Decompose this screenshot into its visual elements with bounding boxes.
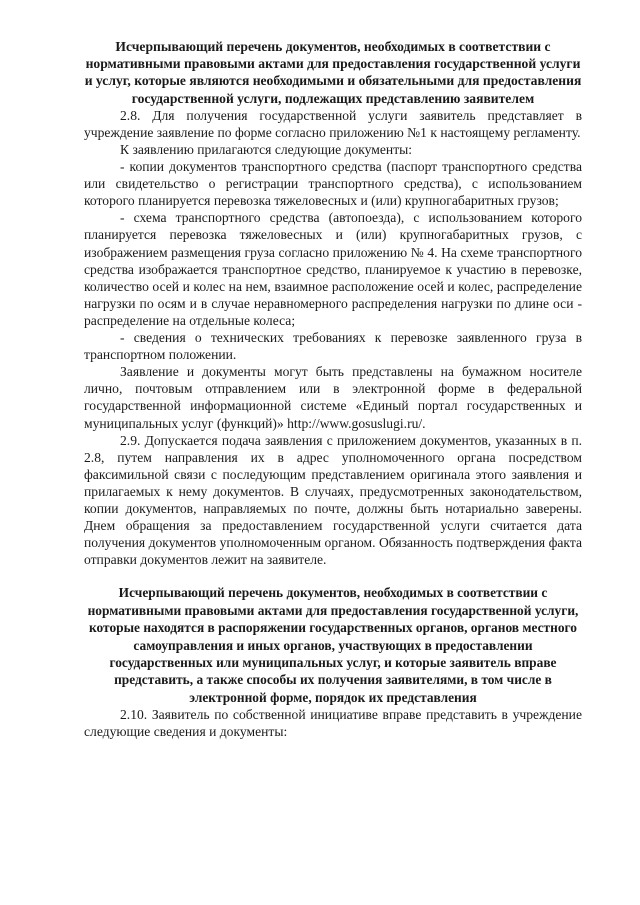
- paragraph-2-8: 2.8. Для получения государственной услуги заявитель представляет в учреждение заявление по форме согласно приложению №1 к настоящему регламенту.: [84, 107, 582, 140]
- list-item-vehicle-documents: - копии документов транспортного средства (паспорт транспортного средства или свидетельство о регистрации транспортного средства), с использованием которого планируется перевозка тяжеловесных и (или) крупногабаритных грузов;: [84, 159, 582, 209]
- paragraph-submission-methods: Заявление и документы могут быть представлены на бумажном носителе лично, почтовым отправлением или в электронной форме в федеральной государственной информационной системе «Единый портал государственных и муниципальных услуг (функций)» http://www.gosuslugi.ru/.: [84, 364, 582, 431]
- paragraph-attachments-intro: К заявлению прилагаются следующие документы:: [120, 142, 413, 157]
- section-heading-optional-documents: Исчерпывающий перечень документов, необходимых в соответствии с нормативными правовыми актами для предоставления государственной услуги, которые находятся в распоряжении государственных органов, органов местного самоуправления и иных органов, участвующих в предоставлении государственных или муниципальных услуг, и которые заявитель вправе представить, а также способы их получения заявителями, в том числе в электронной форме, порядок их представления: [87, 585, 579, 705]
- section-heading-required-documents: Исчерпывающий перечень документов, необходимых в соответствии с нормативными правовыми актами для предоставления государственной услуги и услуг, которые являются необходимыми и обязательными для предоставления государственной услуги, подлежащих представлению заявителем: [84, 39, 582, 106]
- list-item-technical-requirements: - сведения о технических требованиях к перевозке заявленного груза в транспортном положении.: [84, 330, 582, 363]
- list-item-vehicle-scheme: - схема транспортного средства (автопоезда), с использованием которого планируется перевозка тяжеловесных и (или) крупногабаритных грузов, с изображением размещения груза согласно приложению № 4. На схеме транспортного средства изображается транспортное средство, планируемое к участию в перевозке, количество осей и колес на нем, взаимное расположение осей и колес, распределение нагрузки по осям и в случае неравномерного распределения нагрузки по длине оси - распределение на отдельные колеса;: [84, 210, 582, 328]
- paragraph-2-10: 2.10. Заявитель по собственной инициативе вправе представить в учреждение следующие сведения и документы:: [84, 707, 582, 740]
- paragraph-2-9: 2.9. Допускается подача заявления с приложением документов, указанных в п. 2.8, путем направления их в адрес уполномоченного органа посредством факсимильной связи с последующим представлением оригинала этого заявления и прилагаемых к нему документов. В случаях, предусмотренных законодательством, копии документов, направляемых по почте, должны быть нотариально заверены. Днем обращения за предоставлением государственной услуги считается дата получения документов уполномоченным органом. Обязанность подтверждения факта отправки документов лежит на заявителе.: [84, 432, 582, 568]
